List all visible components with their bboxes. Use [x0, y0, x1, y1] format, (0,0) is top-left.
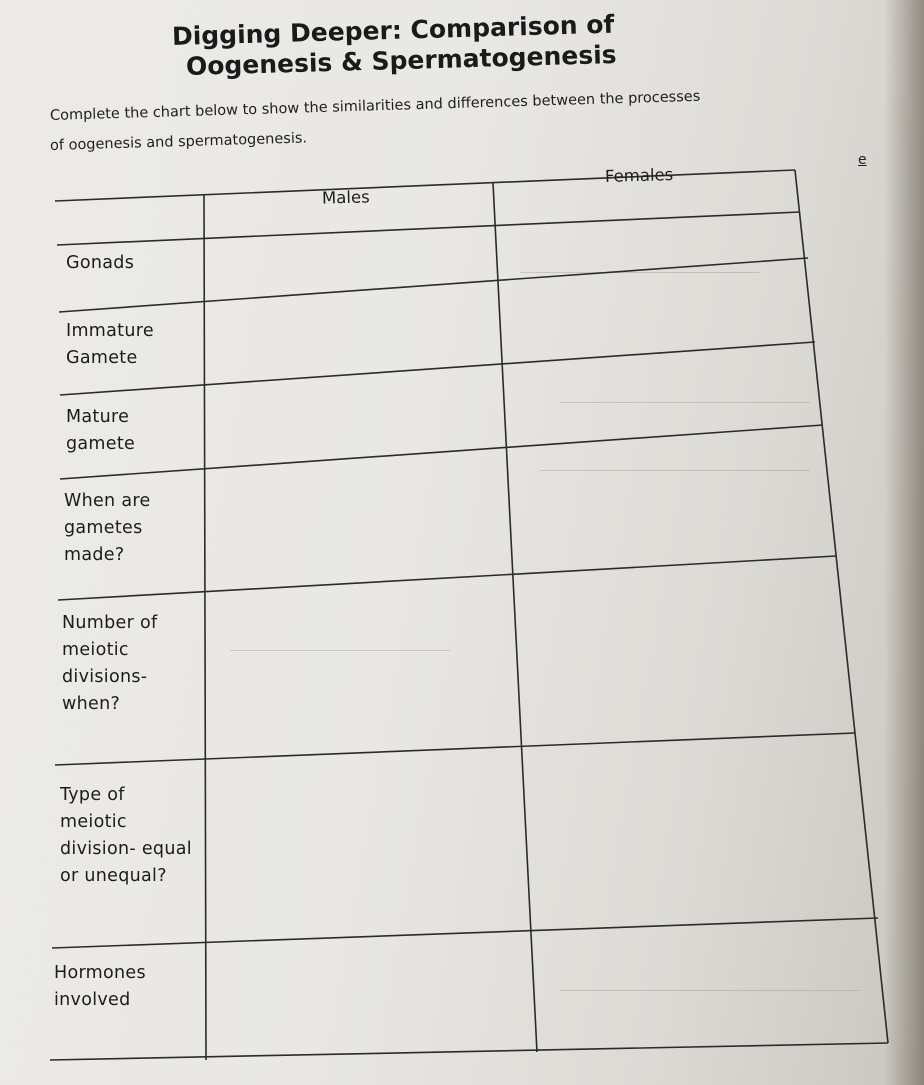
column-divider-1 [204, 195, 206, 1060]
title-line-2: Oogenesis & Spermatogenesis [185, 39, 617, 81]
table-right-border [795, 170, 888, 1043]
column-header-males: Males [321, 187, 370, 208]
table-bottom-border [50, 1043, 888, 1060]
row-divider [60, 342, 815, 395]
row-divider [60, 425, 823, 479]
column-divider-2 [493, 183, 537, 1052]
instructions-line-1: Complete the chart below to show the similarities and differences between the processes [49, 88, 701, 124]
instructions-line-2: of oogenesis and spermatogenesis. [49, 130, 308, 154]
edge-note: e [858, 152, 867, 168]
row-divider [59, 258, 808, 312]
column-header-females: Females [604, 165, 674, 186]
row-label-type-meiotic-division: Type of meiotic division- equal or unequal? [60, 785, 192, 886]
row-divider [58, 556, 836, 600]
row-divider [52, 918, 878, 948]
row-label-mature-gamete: Mature gamete [66, 407, 136, 454]
row-label-number-meiotic-divisions: Number of meiotic divisions- when? [62, 613, 158, 714]
row-label-immature-gamete: Immature Gamete [66, 321, 154, 368]
title-line-1: Digging Deeper: Comparison of [171, 9, 615, 51]
table-top-border [55, 170, 795, 201]
row-divider [57, 212, 800, 245]
row-label-gonads: Gonads [66, 253, 135, 273]
row-label-when-gametes-made: When are gametes made? [64, 491, 151, 565]
row-label-hormones-involved: Hormones involved [54, 963, 146, 1010]
row-divider [55, 733, 855, 765]
